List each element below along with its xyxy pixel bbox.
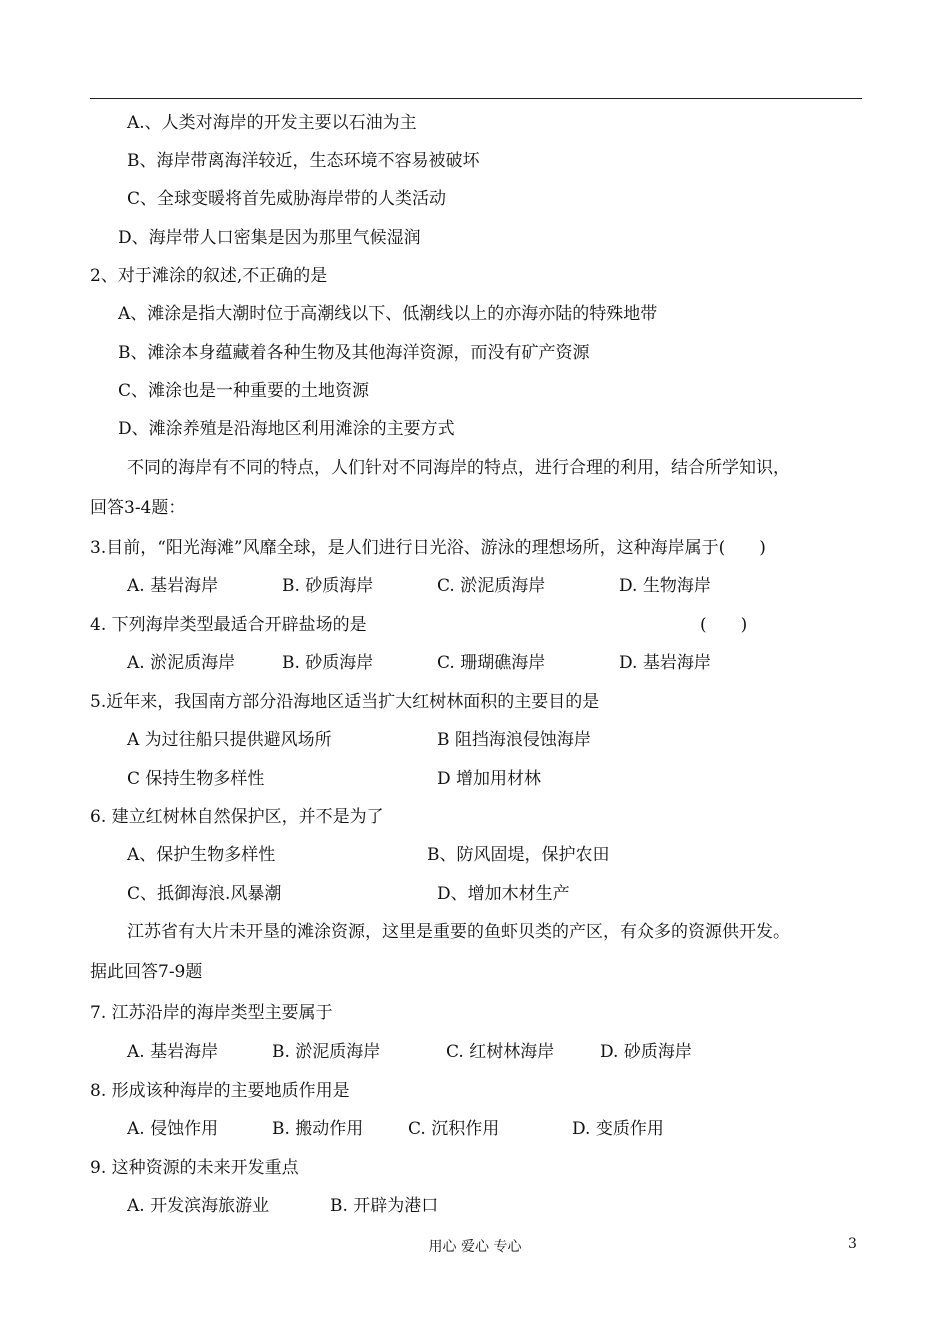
- q2-option-d: D、滩涂养殖是沿海地区利用滩涂的主要方式: [118, 419, 455, 439]
- q6-option-b: B、防风固堤，保护农田: [427, 845, 610, 865]
- q7-options: [0, 1041, 950, 1063]
- page-number: 3: [848, 1236, 857, 1252]
- q5-option-a: A 为过往船只提供避风场所: [127, 730, 332, 750]
- q7-option-b: B. 淤泥质海岸: [272, 1042, 381, 1062]
- q4-stem: 4. 下列海岸类型最适合开辟盐场的是: [90, 615, 367, 635]
- q5-option-b: B 阻挡海浪侵蚀海岸: [437, 730, 591, 750]
- q3-option-d: D. 生物海岸: [619, 576, 711, 596]
- q6-option-a: A、保护生物多样性: [127, 845, 276, 865]
- passage2-line2: 据此回答7-9题: [90, 962, 203, 982]
- q3-stem: 3.目前，“阳光海滩”风靡全球，是人们进行日光浴、游泳的理想场所，这种海岸属于( ): [90, 538, 766, 558]
- q2-option-a: A、滩涂是指大潮时位于高潮线以下、低潮线以上的亦海亦陆的特殊地带: [118, 304, 658, 324]
- q1-option-b: B、海岸带离海洋较近，生态环境不容易被破坏: [127, 151, 480, 171]
- page-footer: 用心 爱心 专心: [428, 1239, 522, 1255]
- q6-options-row2: [0, 883, 950, 905]
- q9-option-b: B. 开辟为港口: [330, 1196, 439, 1216]
- q5-stem: 5.近年来，我国南方部分沿海地区适当扩大红树林面积的主要目的是: [90, 692, 600, 712]
- q9-options: [0, 1195, 950, 1217]
- q6-option-c: C、抵御海浪.风暴潮: [127, 884, 282, 904]
- q3-options: [0, 575, 950, 597]
- q2-stem: 2、对于滩涂的叙述,不正确的是: [90, 266, 328, 286]
- q5-option-c: C 保持生物多样性: [127, 769, 265, 789]
- q4-option-a: A. 淤泥质海岸: [127, 653, 236, 673]
- q5-options-row2: [0, 768, 950, 790]
- passage2-line1: 江苏省有大片未开垦的滩涂资源，这里是重要的鱼虾贝类的产区，有众多的资源供开发。: [127, 922, 790, 942]
- q3-option-b: B. 砂质海岸: [282, 576, 374, 596]
- q3-option-c: C. 淤泥质海岸: [437, 576, 546, 596]
- q8-option-b: B. 搬动作用: [272, 1119, 364, 1139]
- q4-option-b: B. 砂质海岸: [282, 653, 374, 673]
- q5-options-row1: [0, 729, 950, 751]
- q4-options: [0, 652, 950, 674]
- q8-stem: 8. 形成该种海岸的主要地质作用是: [90, 1081, 350, 1101]
- q6-options-row1: [0, 844, 950, 866]
- q4-option-d: D. 基岩海岸: [619, 653, 711, 673]
- q1-option-a: A.、人类对海岸的开发主要以石油为主: [127, 113, 417, 133]
- passage1-line2: 回答3-4题：: [90, 498, 186, 518]
- header-rule: [90, 98, 862, 99]
- q9-stem: 9. 这种资源的未来开发重点: [90, 1158, 299, 1178]
- q9-option-a: A. 开发滨海旅游业: [127, 1196, 270, 1216]
- q8-options: [0, 1118, 950, 1140]
- q6-stem: 6. 建立红树林自然保护区，并不是为了: [90, 807, 384, 827]
- q5-option-d: D 增加用材林: [437, 769, 542, 789]
- q7-option-c: C. 红树林海岸: [446, 1042, 555, 1062]
- q1-option-d: D、海岸带人口密集是因为那里气候湿润: [118, 228, 421, 248]
- q4-stem-row: [0, 614, 950, 636]
- q7-option-a: A. 基岩海岸: [127, 1042, 219, 1062]
- q3-option-a: A. 基岩海岸: [127, 576, 219, 596]
- q1-option-c: C、全球变暖将首先威胁海岸带的人类活动: [127, 189, 447, 209]
- q7-option-d: D. 砂质海岸: [600, 1042, 692, 1062]
- q8-option-d: D. 变质作用: [572, 1119, 664, 1139]
- q4-option-c: C. 珊瑚礁海岸: [437, 653, 546, 673]
- q4-answer-paren: ( ): [700, 615, 748, 635]
- q6-option-d: D、增加木材生产: [437, 884, 570, 904]
- q8-option-c: C. 沉积作用: [408, 1119, 500, 1139]
- passage1-line1: 不同的海岸有不同的特点，人们针对不同海岸的特点，进行合理的利用，结合所学知识，: [127, 458, 790, 478]
- q2-option-c: C、滩涂也是一种重要的土地资源: [118, 381, 370, 401]
- q2-option-b: B、滩涂本身蕴藏着各种生物及其他海洋资源，而没有矿产资源: [118, 343, 590, 363]
- q7-stem: 7. 江苏沿岸的海岸类型主要属于: [90, 1003, 333, 1023]
- q8-option-a: A. 侵蚀作用: [127, 1119, 219, 1139]
